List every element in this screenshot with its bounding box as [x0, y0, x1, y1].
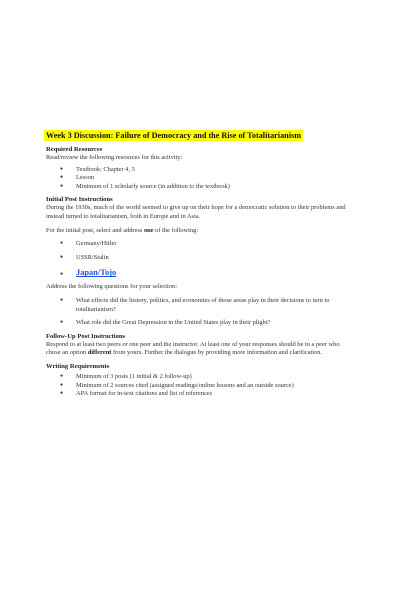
- option-item: ● Germany/Hitler: [60, 240, 117, 248]
- list-item: ● Minimum of 1 scholarly source (in addition to the textbook): [60, 182, 230, 190]
- japan-tojo-link[interactable]: Japan/Tojo: [76, 268, 117, 278]
- list-item: ● APA format for in-text citations and list of references: [60, 390, 213, 398]
- bullet-icon: ●: [60, 272, 64, 278]
- bullet-icon: ●: [60, 175, 64, 181]
- document-content: [46, 125, 346, 404]
- option-list: [46, 240, 346, 278]
- bullet-icon: ●: [60, 297, 64, 303]
- option-item: ● USSR/Stalin: [60, 253, 109, 261]
- writing-requirements-heading: Writing Requirements: [46, 362, 110, 370]
- option-item-link: [46, 267, 346, 278]
- required-resources-intro: Read/review the following resources for this activity:: [46, 154, 183, 161]
- bullet-icon: ●: [60, 382, 64, 388]
- follow-up-heading: Follow-Up Post Instructions: [46, 332, 126, 340]
- select-instruction: For the initial post, select and address one of the following:: [46, 226, 199, 234]
- bullet-icon: ●: [60, 241, 64, 247]
- bullet-icon: ●: [60, 166, 64, 172]
- initial-post-heading: Initial Post Instructions: [46, 196, 113, 204]
- bullet-icon: ●: [60, 373, 64, 379]
- required-resources-list: [46, 166, 346, 192]
- bullet-icon: ●: [60, 254, 64, 260]
- list-item: ● Minimum of 3 posts (1 initial & 2 follow-up): [60, 372, 192, 380]
- page-title: Week 3 Discussion: Failure of Democracy and the Rise of Totalitarianism: [46, 131, 302, 140]
- question-list: [46, 297, 346, 328]
- list-item: ● Lesson: [60, 174, 95, 182]
- bullet-icon: ●: [60, 183, 64, 189]
- required-resources-heading: Required Resources: [46, 146, 103, 153]
- writing-requirements-list: [46, 373, 346, 399]
- bullet-icon: ●: [60, 320, 64, 326]
- initial-post-paragraph: During the 1930s, much of the world seemed to give up on their hope for a democratic solution to their problems and instead turned to totalitarianism, both in Europe and in Asia.: [46, 204, 346, 220]
- list-item: ● Minimum of 2 sources cited (assigned readings/online lessons and an outside source): [60, 381, 294, 389]
- address-instruction: Address the following questions for your selection:: [46, 283, 177, 291]
- list-item: ● Textbook: Chapter 4, 5: [60, 165, 135, 173]
- bullet-icon: ●: [60, 391, 64, 397]
- question-item: ● What role did the Great Depression in the United States play in their plight?: [60, 319, 271, 327]
- follow-up-paragraph: Respond to at least two peers or one peer and the instructor. At least one of your responses should be to a peer who chose an option different from yours. Further the dialogue by providing more information and clarification.: [46, 340, 340, 357]
- question-item: ● What effects did the history, politics, and economies of those areas play in their decisions to turn to totalitarianism?: [60, 296, 330, 313]
